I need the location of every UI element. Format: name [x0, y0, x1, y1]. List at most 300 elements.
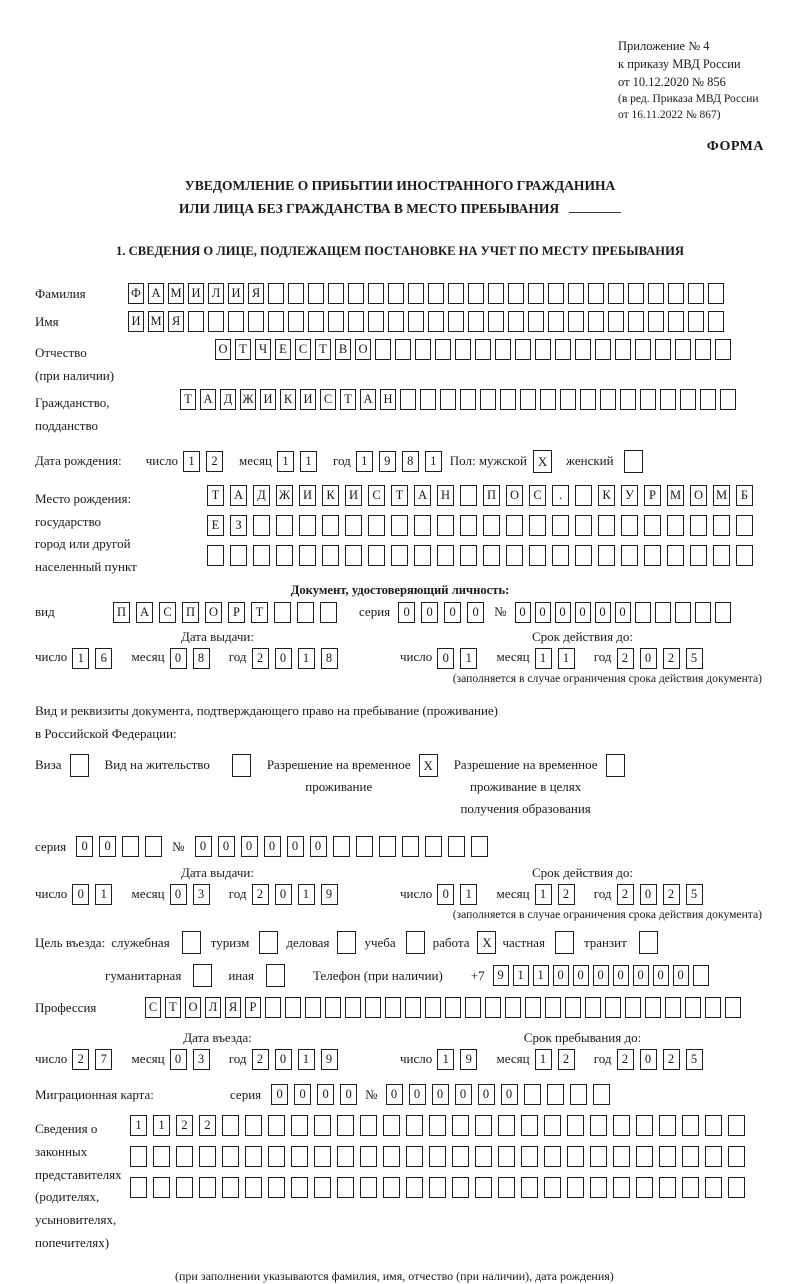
char-box[interactable]: 7: [95, 1049, 112, 1070]
char-box[interactable]: [188, 311, 204, 332]
char-box[interactable]: [682, 1146, 699, 1167]
char-box[interactable]: [297, 602, 314, 623]
char-box[interactable]: 1: [513, 965, 529, 986]
char-box[interactable]: [288, 311, 304, 332]
char-box[interactable]: 0: [170, 1049, 187, 1070]
char-box[interactable]: [708, 283, 724, 304]
char-box[interactable]: [414, 515, 431, 536]
char-box[interactable]: [415, 339, 431, 360]
char-box[interactable]: [176, 1146, 193, 1167]
char-box[interactable]: [655, 339, 671, 360]
char-box[interactable]: 0: [633, 965, 649, 986]
char-box[interactable]: [448, 836, 465, 857]
char-box[interactable]: У: [621, 485, 638, 506]
char-box[interactable]: [667, 545, 684, 566]
char-box[interactable]: М: [667, 485, 684, 506]
char-box[interactable]: [715, 602, 731, 623]
char-box[interactable]: 0: [613, 965, 629, 986]
char-box[interactable]: [685, 997, 701, 1018]
char-box[interactable]: 0: [555, 602, 571, 623]
char-box[interactable]: [348, 283, 364, 304]
char-box[interactable]: [588, 283, 604, 304]
char-box[interactable]: [325, 997, 341, 1018]
char-box[interactable]: 0: [478, 1084, 495, 1105]
char-box[interactable]: М: [168, 283, 184, 304]
char-box[interactable]: [268, 1177, 285, 1198]
char-box[interactable]: [305, 997, 321, 1018]
char-box[interactable]: [613, 1115, 630, 1136]
char-box[interactable]: [598, 545, 615, 566]
char-box[interactable]: [675, 602, 691, 623]
char-box[interactable]: [680, 389, 696, 410]
char-box[interactable]: [368, 515, 385, 536]
char-box[interactable]: [728, 1115, 745, 1136]
char-box[interactable]: И: [260, 389, 276, 410]
char-box[interactable]: 0: [241, 836, 258, 857]
char-box[interactable]: [552, 515, 569, 536]
char-box[interactable]: К: [598, 485, 615, 506]
char-box[interactable]: [720, 389, 736, 410]
char-box[interactable]: 9: [460, 1049, 477, 1070]
char-box[interactable]: [635, 339, 651, 360]
char-box[interactable]: Б: [736, 485, 753, 506]
char-box[interactable]: [345, 515, 362, 536]
char-box[interactable]: 1: [356, 451, 373, 472]
char-box[interactable]: [475, 1146, 492, 1167]
char-box[interactable]: 2: [663, 1049, 680, 1070]
char-box[interactable]: Е: [275, 339, 291, 360]
char-box[interactable]: К: [322, 485, 339, 506]
char-box[interactable]: [437, 515, 454, 536]
char-box[interactable]: Я: [168, 311, 184, 332]
char-box[interactable]: 1: [95, 884, 112, 905]
char-box[interactable]: 2: [252, 648, 269, 669]
char-box[interactable]: [529, 545, 546, 566]
char-box[interactable]: М: [713, 485, 730, 506]
char-box[interactable]: З: [230, 515, 247, 536]
char-box[interactable]: 0: [317, 1084, 334, 1105]
char-box[interactable]: [460, 515, 477, 536]
char-box[interactable]: 0: [444, 602, 461, 623]
purpose-gumanitarnaya-checkbox[interactable]: [193, 964, 212, 987]
char-box[interactable]: [628, 311, 644, 332]
char-box[interactable]: [448, 283, 464, 304]
char-box[interactable]: А: [148, 283, 164, 304]
char-box[interactable]: [575, 545, 592, 566]
char-box[interactable]: Д: [253, 485, 270, 506]
char-box[interactable]: [460, 485, 477, 506]
char-box[interactable]: 3: [193, 1049, 210, 1070]
char-box[interactable]: [552, 545, 569, 566]
char-box[interactable]: 8: [402, 451, 419, 472]
char-box[interactable]: [659, 1146, 676, 1167]
char-box[interactable]: 0: [437, 884, 454, 905]
char-box[interactable]: [644, 545, 661, 566]
purpose-turizm-checkbox[interactable]: [259, 931, 278, 954]
char-box[interactable]: 2: [252, 1049, 269, 1070]
char-box[interactable]: [613, 1146, 630, 1167]
char-box[interactable]: [547, 1084, 564, 1105]
char-box[interactable]: [348, 311, 364, 332]
char-box[interactable]: [245, 1146, 262, 1167]
char-box[interactable]: [528, 311, 544, 332]
char-box[interactable]: [414, 545, 431, 566]
char-box[interactable]: И: [345, 485, 362, 506]
char-box[interactable]: С: [368, 485, 385, 506]
temp-permit-checkbox[interactable]: X: [419, 754, 438, 777]
char-box[interactable]: [636, 1177, 653, 1198]
char-box[interactable]: [565, 997, 581, 1018]
char-box[interactable]: [291, 1146, 308, 1167]
char-box[interactable]: Ф: [128, 283, 144, 304]
char-box[interactable]: [199, 1177, 216, 1198]
char-box[interactable]: Р: [245, 997, 261, 1018]
char-box[interactable]: [130, 1177, 147, 1198]
char-box[interactable]: 0: [501, 1084, 518, 1105]
char-box[interactable]: [521, 1146, 538, 1167]
char-box[interactable]: 0: [340, 1084, 357, 1105]
char-box[interactable]: [375, 339, 391, 360]
char-box[interactable]: [640, 389, 656, 410]
purpose-inaya-checkbox[interactable]: [266, 964, 285, 987]
char-box[interactable]: [468, 283, 484, 304]
char-box[interactable]: [460, 389, 476, 410]
char-box[interactable]: [498, 1115, 515, 1136]
char-box[interactable]: [268, 1146, 285, 1167]
char-box[interactable]: [222, 1146, 239, 1167]
char-box[interactable]: [659, 1115, 676, 1136]
char-box[interactable]: [299, 515, 316, 536]
char-box[interactable]: 3: [193, 884, 210, 905]
char-box[interactable]: [505, 997, 521, 1018]
char-box[interactable]: [475, 1115, 492, 1136]
char-box[interactable]: [568, 311, 584, 332]
char-box[interactable]: [508, 311, 524, 332]
purpose-chastnaya-checkbox[interactable]: [555, 931, 574, 954]
char-box[interactable]: 0: [421, 602, 438, 623]
char-box[interactable]: К: [280, 389, 296, 410]
char-box[interactable]: [613, 1177, 630, 1198]
char-box[interactable]: 6: [95, 648, 112, 669]
char-box[interactable]: О: [215, 339, 231, 360]
char-box[interactable]: И: [128, 311, 144, 332]
char-box[interactable]: 0: [195, 836, 212, 857]
visa-checkbox[interactable]: [70, 754, 89, 777]
char-box[interactable]: [360, 1115, 377, 1136]
char-box[interactable]: 0: [386, 1084, 403, 1105]
char-box[interactable]: [570, 1084, 587, 1105]
char-box[interactable]: [535, 339, 551, 360]
char-box[interactable]: [291, 1115, 308, 1136]
char-box[interactable]: [593, 1084, 610, 1105]
char-box[interactable]: 2: [663, 648, 680, 669]
char-box[interactable]: [471, 836, 488, 857]
char-box[interactable]: [675, 339, 691, 360]
char-box[interactable]: [435, 339, 451, 360]
char-box[interactable]: П: [113, 602, 130, 623]
char-box[interactable]: [368, 283, 384, 304]
char-box[interactable]: [529, 515, 546, 536]
char-box[interactable]: [621, 545, 638, 566]
char-box[interactable]: [285, 997, 301, 1018]
char-box[interactable]: [520, 389, 536, 410]
char-box[interactable]: 1: [183, 451, 200, 472]
char-box[interactable]: [636, 1146, 653, 1167]
char-box[interactable]: [265, 997, 281, 1018]
char-box[interactable]: 1: [535, 1049, 552, 1070]
char-box[interactable]: 0: [294, 1084, 311, 1105]
char-box[interactable]: [130, 1146, 147, 1167]
char-box[interactable]: [428, 283, 444, 304]
char-box[interactable]: [230, 545, 247, 566]
char-box[interactable]: [555, 339, 571, 360]
char-box[interactable]: [728, 1146, 745, 1167]
char-box[interactable]: [400, 389, 416, 410]
char-box[interactable]: [385, 997, 401, 1018]
char-box[interactable]: [705, 1146, 722, 1167]
char-box[interactable]: [248, 311, 264, 332]
char-box[interactable]: [544, 1115, 561, 1136]
char-box[interactable]: 2: [558, 884, 575, 905]
char-box[interactable]: [705, 1115, 722, 1136]
char-box[interactable]: 1: [437, 1049, 454, 1070]
char-box[interactable]: [425, 997, 441, 1018]
char-box[interactable]: 0: [275, 648, 292, 669]
char-box[interactable]: 0: [553, 965, 569, 986]
char-box[interactable]: [668, 311, 684, 332]
char-box[interactable]: [521, 1115, 538, 1136]
char-box[interactable]: 1: [558, 648, 575, 669]
char-box[interactable]: [368, 545, 385, 566]
char-box[interactable]: [644, 515, 661, 536]
char-box[interactable]: 0: [615, 602, 631, 623]
char-box[interactable]: [145, 836, 162, 857]
char-box[interactable]: 2: [558, 1049, 575, 1070]
char-box[interactable]: [635, 602, 651, 623]
char-box[interactable]: [659, 1177, 676, 1198]
char-box[interactable]: Т: [251, 602, 268, 623]
char-box[interactable]: 0: [593, 965, 609, 986]
char-box[interactable]: [728, 1177, 745, 1198]
char-box[interactable]: 0: [515, 602, 531, 623]
char-box[interactable]: [337, 1115, 354, 1136]
char-box[interactable]: 1: [298, 648, 315, 669]
char-box[interactable]: [690, 545, 707, 566]
char-box[interactable]: [425, 836, 442, 857]
char-box[interactable]: [528, 283, 544, 304]
char-box[interactable]: 9: [379, 451, 396, 472]
char-box[interactable]: 0: [535, 602, 551, 623]
char-box[interactable]: 0: [640, 884, 657, 905]
char-box[interactable]: [648, 283, 664, 304]
char-box[interactable]: 1: [300, 451, 317, 472]
char-box[interactable]: [356, 836, 373, 857]
char-box[interactable]: Т: [391, 485, 408, 506]
char-box[interactable]: И: [300, 389, 316, 410]
char-box[interactable]: [585, 997, 601, 1018]
char-box[interactable]: [545, 997, 561, 1018]
char-box[interactable]: Я: [248, 283, 264, 304]
char-box[interactable]: Л: [205, 997, 221, 1018]
char-box[interactable]: [648, 311, 664, 332]
char-box[interactable]: С: [145, 997, 161, 1018]
char-box[interactable]: [228, 311, 244, 332]
char-box[interactable]: [548, 311, 564, 332]
char-box[interactable]: 0: [287, 836, 304, 857]
purpose-sluzhebnaya-checkbox[interactable]: [182, 931, 201, 954]
char-box[interactable]: 5: [686, 884, 703, 905]
char-box[interactable]: 0: [264, 836, 281, 857]
char-box[interactable]: 2: [663, 884, 680, 905]
char-box[interactable]: [515, 339, 531, 360]
char-box[interactable]: [345, 997, 361, 1018]
char-box[interactable]: [580, 389, 596, 410]
char-box[interactable]: 0: [275, 884, 292, 905]
char-box[interactable]: [508, 283, 524, 304]
char-box[interactable]: [483, 545, 500, 566]
char-box[interactable]: И: [228, 283, 244, 304]
char-box[interactable]: [608, 283, 624, 304]
char-box[interactable]: [736, 545, 753, 566]
char-box[interactable]: 2: [206, 451, 223, 472]
char-box[interactable]: [600, 389, 616, 410]
char-box[interactable]: [308, 311, 324, 332]
char-box[interactable]: [395, 339, 411, 360]
char-box[interactable]: [567, 1115, 584, 1136]
char-box[interactable]: [475, 339, 491, 360]
char-box[interactable]: [713, 545, 730, 566]
char-box[interactable]: [428, 311, 444, 332]
char-box[interactable]: [660, 389, 676, 410]
char-box[interactable]: [620, 389, 636, 410]
char-box[interactable]: [383, 1146, 400, 1167]
char-box[interactable]: [402, 836, 419, 857]
char-box[interactable]: О: [205, 602, 222, 623]
char-box[interactable]: О: [185, 997, 201, 1018]
char-box[interactable]: 0: [409, 1084, 426, 1105]
char-box[interactable]: [268, 1115, 285, 1136]
char-box[interactable]: [345, 545, 362, 566]
char-box[interactable]: [615, 339, 631, 360]
char-box[interactable]: [485, 997, 501, 1018]
char-box[interactable]: [682, 1115, 699, 1136]
char-box[interactable]: [208, 311, 224, 332]
char-box[interactable]: [521, 1177, 538, 1198]
char-box[interactable]: 2: [617, 884, 634, 905]
char-box[interactable]: 1: [298, 884, 315, 905]
char-box[interactable]: [667, 515, 684, 536]
char-box[interactable]: 1: [298, 1049, 315, 1070]
char-box[interactable]: [253, 545, 270, 566]
char-box[interactable]: [595, 339, 611, 360]
char-box[interactable]: [575, 339, 591, 360]
char-box[interactable]: [245, 1115, 262, 1136]
char-box[interactable]: 0: [653, 965, 669, 986]
char-box[interactable]: [452, 1177, 469, 1198]
char-box[interactable]: [495, 339, 511, 360]
char-box[interactable]: [322, 515, 339, 536]
char-box[interactable]: [368, 311, 384, 332]
char-box[interactable]: [388, 311, 404, 332]
char-box[interactable]: [628, 283, 644, 304]
char-box[interactable]: [567, 1177, 584, 1198]
char-box[interactable]: С: [529, 485, 546, 506]
char-box[interactable]: [420, 389, 436, 410]
char-box[interactable]: О: [355, 339, 371, 360]
char-box[interactable]: [455, 339, 471, 360]
char-box[interactable]: 0: [467, 602, 484, 623]
char-box[interactable]: Д: [220, 389, 236, 410]
char-box[interactable]: Т: [315, 339, 331, 360]
char-box[interactable]: Я: [225, 997, 241, 1018]
char-box[interactable]: 2: [72, 1049, 89, 1070]
char-box[interactable]: [122, 836, 139, 857]
char-box[interactable]: Л: [208, 283, 224, 304]
char-box[interactable]: 0: [398, 602, 415, 623]
char-box[interactable]: [568, 283, 584, 304]
char-box[interactable]: Е: [207, 515, 224, 536]
char-box[interactable]: [314, 1115, 331, 1136]
char-box[interactable]: [590, 1177, 607, 1198]
char-box[interactable]: Т: [235, 339, 251, 360]
char-box[interactable]: [488, 311, 504, 332]
char-box[interactable]: [621, 515, 638, 536]
char-box[interactable]: [695, 602, 711, 623]
char-box[interactable]: [222, 1177, 239, 1198]
char-box[interactable]: .: [552, 485, 569, 506]
char-box[interactable]: [408, 311, 424, 332]
char-box[interactable]: [690, 515, 707, 536]
char-box[interactable]: [328, 283, 344, 304]
char-box[interactable]: 0: [170, 648, 187, 669]
char-box[interactable]: Ч: [255, 339, 271, 360]
char-box[interactable]: 0: [640, 648, 657, 669]
char-box[interactable]: [544, 1177, 561, 1198]
char-box[interactable]: 0: [310, 836, 327, 857]
char-box[interactable]: [383, 1115, 400, 1136]
char-box[interactable]: [222, 1115, 239, 1136]
char-box[interactable]: А: [136, 602, 153, 623]
char-box[interactable]: [540, 389, 556, 410]
char-box[interactable]: [645, 997, 661, 1018]
char-box[interactable]: [379, 836, 396, 857]
char-box[interactable]: [688, 311, 704, 332]
char-box[interactable]: 0: [271, 1084, 288, 1105]
purpose-delovaya-checkbox[interactable]: [337, 931, 356, 954]
char-box[interactable]: [544, 1146, 561, 1167]
char-box[interactable]: [598, 515, 615, 536]
char-box[interactable]: 0: [76, 836, 93, 857]
char-box[interactable]: [391, 545, 408, 566]
char-box[interactable]: [322, 545, 339, 566]
char-box[interactable]: О: [690, 485, 707, 506]
char-box[interactable]: 0: [437, 648, 454, 669]
char-box[interactable]: [708, 311, 724, 332]
char-box[interactable]: П: [182, 602, 199, 623]
char-box[interactable]: В: [335, 339, 351, 360]
char-box[interactable]: [288, 283, 304, 304]
char-box[interactable]: [460, 545, 477, 566]
edu-permit-checkbox[interactable]: [606, 754, 625, 777]
char-box[interactable]: 9: [321, 1049, 338, 1070]
char-box[interactable]: [429, 1146, 446, 1167]
char-box[interactable]: [488, 283, 504, 304]
char-box[interactable]: Т: [180, 389, 196, 410]
char-box[interactable]: [498, 1146, 515, 1167]
char-box[interactable]: [406, 1115, 423, 1136]
char-box[interactable]: 1: [153, 1115, 170, 1136]
char-box[interactable]: П: [483, 485, 500, 506]
